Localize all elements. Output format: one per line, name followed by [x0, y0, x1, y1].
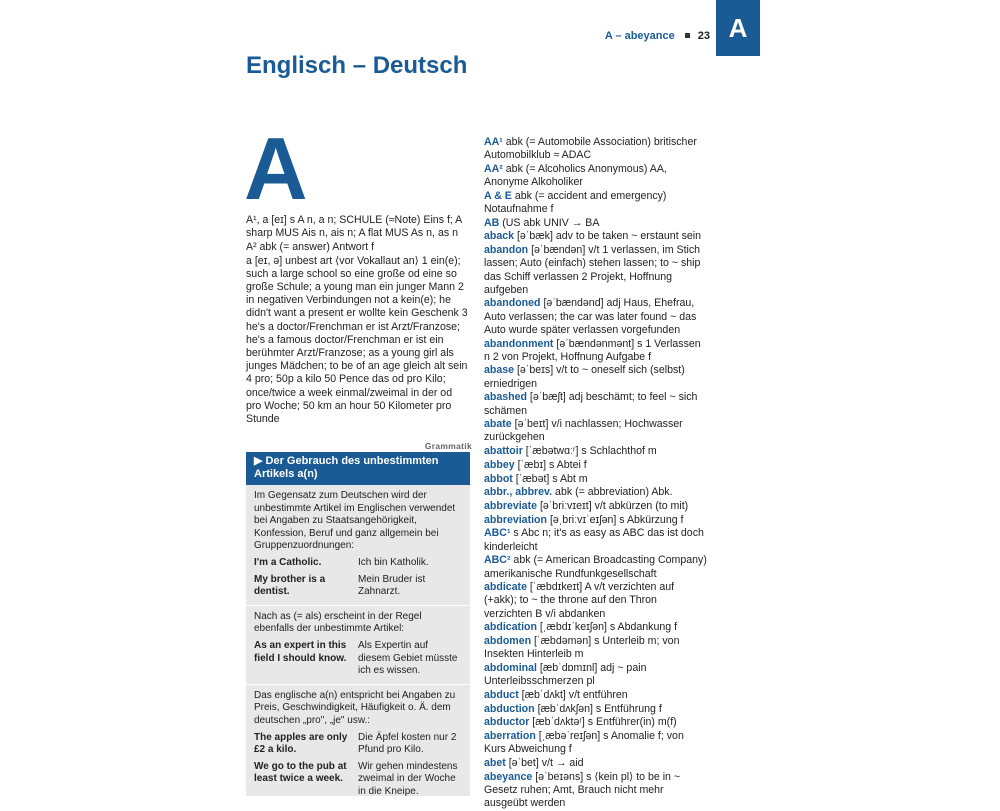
grammar-box — [246, 452, 470, 796]
dictionary-entry — [484, 364, 708, 390]
example-german: Die Äpfel kosten nur 2 Pfund pro Kilo. — [358, 731, 457, 756]
entry-headword: abdomen — [484, 635, 532, 648]
entry-headword: abdication — [484, 621, 537, 634]
entry-definition: [əˈbændənmənt] s 1 Verlassen n 2 von Projekt, Hoffnung Aufgabe f — [484, 337, 701, 363]
dictionary-entry — [484, 621, 708, 634]
dictionary-entry — [484, 771, 708, 811]
entry-headword: abandoned — [484, 297, 541, 310]
entry-headword: abate — [484, 418, 512, 431]
entry-definition: [ˌæbdɪˈkeɪʃən] s Abdankung f — [536, 621, 678, 634]
example-english: As an expert in this field I should know. — [254, 639, 347, 664]
entry-definition: [əˈbæʃt] adj beschämt; to feel ~ sich schämen — [484, 391, 698, 417]
example-pair — [254, 574, 462, 599]
entry-headword: AA² — [484, 162, 503, 175]
entry-headword: abdicate — [484, 581, 527, 594]
entry-definition: [æbˈdʌkʃən] s Entführung f — [534, 702, 662, 715]
entry-definition: [ˈæbɪ] s Abtei f — [514, 458, 587, 471]
grammar-section — [246, 606, 470, 685]
square-bullet-icon — [685, 33, 690, 38]
entry-definition: abk (= Automobile Association) britischer Automobilklub ≈ ADAC — [484, 136, 697, 162]
entry-headword: abandon — [484, 244, 529, 257]
entry-definition: abk (= accident and emergency) Notaufnahme f — [484, 189, 667, 216]
entry-definition: abk (= American Broadcasting Company) amerikanische Rundfunkgesellschaft — [484, 554, 707, 580]
left-column — [246, 214, 470, 427]
entry-definition: [əˈbeɪəns] s ⟨kein pl⟩ to be in ~ Gesetz ruhen; Amt, Brauch nicht mehr ausgeübt werden — [484, 770, 681, 809]
dictionary-entry — [484, 244, 708, 297]
example-german: Mein Bruder ist Zahnarzt. — [358, 573, 426, 598]
entry-headword: aberration — [484, 729, 536, 742]
dictionary-entry — [484, 689, 708, 702]
entry-range: A – abeyance — [604, 30, 675, 42]
dictionary-entry — [484, 581, 708, 621]
entry-definition: [æbˈdʌktəʳ] s Entführer(in) m(f) — [529, 716, 677, 729]
entry-definition: s Abc n; it's as easy as ABC das ist doch kinderleicht — [484, 527, 704, 553]
grammar-section — [246, 685, 470, 805]
entry-definition: abk (= abbreviation) Abk. — [552, 486, 673, 499]
entry-headword: abduction — [484, 702, 535, 715]
entry-headword: abet — [484, 756, 506, 769]
dictionary-entry — [484, 757, 708, 770]
entry-headword: abductor — [484, 716, 530, 729]
grammar-section — [246, 485, 470, 606]
entry-definition: [əˈbændənd] adj Haus, Ehefrau, Auto verlassen; the car was later found ~ das Auto wurde später verlassen vorgefunden — [484, 297, 697, 336]
example-pair — [254, 761, 462, 799]
right-column — [484, 136, 708, 811]
entry-definition: [əˈbet] v/t → aid — [505, 756, 584, 769]
entry-definition: [əˈbriːvɪeɪt] v/t abkürzen (to mit) — [537, 499, 689, 512]
dictionary-entry — [484, 190, 708, 216]
dictionary-entry — [484, 217, 708, 230]
dictionary-entry — [484, 136, 708, 162]
grammar-text: Nach as (= als) erscheint in der Regel ebenfalls der unbestimmte Artikel: — [254, 610, 422, 635]
entry-headword: abase — [484, 364, 515, 377]
entry-definition: [ˌæbəˈreɪʃən] s Anomalie f; von Kurs Abweichung f — [484, 729, 684, 756]
dictionary-entry — [484, 716, 708, 729]
example-pair — [254, 640, 462, 678]
grammar-text: Das englische a(n) entspricht bei Angaben zu Preis, Geschwindigkeit, Häufigkeit o. Ä. dem deutschen „pro", „je" usw.: — [254, 689, 456, 726]
entry-headword: abashed — [484, 391, 527, 404]
grammar-label: Grammatik — [424, 441, 472, 451]
dictionary-entry — [484, 473, 708, 486]
dictionary-entry: A² abk (= answer) Antwort f — [246, 240, 375, 253]
dictionary-entry — [484, 527, 708, 553]
grammar-text: Im Gegensatz zum Deutschen wird der unbestimmte Artikel im Englischen verwendet bei Angaben zu Staatsangehörigkeit, Konfession, Beruf und ganz allgemein bei Gruppenzuordnungen: — [254, 490, 456, 552]
entry-headword: abbreviation — [484, 513, 547, 526]
entry-headword: abattoir — [484, 445, 523, 458]
entry-definition: [əˈbændən] v/t 1 verlassen, im Stich lassen; Auto (einfach) stehen lassen; to ~ ship das Schiff verlassen 2 Projekt, Hoffnung aufgeben — [484, 244, 701, 296]
dictionary-entry — [484, 445, 708, 458]
entry-definition: [æbˈdʌkt] v/t entführen — [518, 688, 628, 701]
dictionary-entry — [484, 391, 708, 417]
dictionary-entry — [484, 554, 708, 580]
entry-headword: AA¹ — [484, 136, 503, 148]
grammar-box-title: ▶ Der Gebrauch des unbestimmten Artikels a(n) — [246, 452, 470, 485]
dictionary-entry — [484, 338, 708, 364]
example-german: Als Expertin auf diesem Gebiet müsste ich es wissen. — [358, 639, 458, 677]
entry-definition: abk (= Alcoholics Anonymous) AA, Anonyme Alkoholiker — [484, 162, 667, 189]
entry-headword: abeyance — [484, 770, 533, 783]
dictionary-entry — [484, 703, 708, 716]
dictionary-entry: A¹, a [eɪ] s A n, a n; SCHULE (≈Note) Eins f; A sharp MUS Ais n, ais n; A flat MUS As n, as n — [246, 214, 462, 240]
entry-headword: AB — [484, 216, 500, 229]
dictionary-entry — [484, 486, 708, 499]
entry-definition: [əˈbæk] adv to be taken ~ erstaunt sein — [514, 230, 702, 243]
dictionary-entry — [484, 500, 708, 513]
dictionary-entry — [484, 514, 708, 527]
entry-headword: abbreviate — [484, 499, 537, 512]
entry-headword: abbot — [484, 472, 513, 485]
running-header — [560, 30, 710, 50]
entry-headword: abduct — [484, 688, 519, 701]
example-english: My brother is a dentist. — [254, 573, 326, 598]
example-english: The apples are only £2 a kilo. — [254, 731, 348, 756]
entry-definition: [ˈæbdɪkeɪt] A v/t verzichten auf (+akk); to ~ the throne auf den Thron verzichten B v/i abdanken — [484, 581, 675, 620]
entry-headword: abdominal — [484, 661, 537, 674]
entry-definition: [əˈbeɪs] v/t to ~ oneself sich (selbst) erniedrigen — [484, 364, 685, 390]
dictionary-entry — [484, 730, 708, 756]
thumb-index-letter: A — [728, 12, 748, 43]
example-pair — [254, 732, 462, 757]
entry-definition: [ˈæbdəmən] s Unterleib m; von Insekten Hinterleib m — [484, 635, 680, 661]
entry-definition: [əˈbeɪt] v/i nachlassen; Hochwasser zurückgehen — [484, 418, 683, 444]
entry-definition: [æbˈdɒmɪnl] adj ~ pain Unterleibsschmerzen pl — [484, 661, 647, 688]
dictionary-entry — [484, 635, 708, 661]
example-pair — [254, 557, 462, 570]
dictionary-entry: a [eɪ, ə] unbest art ⟨vor Vokallaut an⟩ 1 ein(e); such a large school so eine große od eine so große Schule; a young man ein junger Mann 2 in negativen Verbindungen not a kein(e); he didn't want a present er wollte kein Geschenk 3 he's a doctor/Frenchman er ist Arzt/Franzose; he's a famous doctor/Frenchman er ist ein berühmter Arzt/Franzose; as a young girl als junges Mädchen; to be of an age gleich alt sein 4 pro; 50p a kilo 50 Pence das od pro Kilo; once/twice a week einmal/zweimal in der od pro Woche; 50 km an hour 50 Kilometer pro Stunde — [246, 254, 468, 426]
entry-headword: abandonment — [484, 337, 554, 350]
example-german: Ich bin Katholik. — [358, 556, 429, 568]
section-title: Englisch – Deutsch — [246, 52, 468, 79]
dictionary-entry — [484, 662, 708, 688]
dictionary-entry — [484, 297, 708, 337]
dictionary-entry — [484, 163, 708, 189]
dictionary-entry — [484, 459, 708, 472]
entry-headword: A & E — [484, 189, 512, 202]
entry-definition: [əˌbriːvɪˈeɪʃən] s Abkürzung f — [547, 513, 684, 526]
example-german: Wir gehen mindestens zweimal in der Woche in die Kneipe. — [358, 760, 458, 797]
big-section-letter: A — [244, 119, 308, 218]
entry-definition: [ˈæbət] s Abt m — [512, 472, 588, 485]
entry-headword: ABC² — [484, 554, 511, 567]
entry-headword: abbey — [484, 458, 515, 471]
page-number: 23 — [697, 30, 710, 42]
entry-headword: aback — [484, 230, 515, 243]
entry-definition: [ˈæbətwɑːʳ] s Schlachthof m — [522, 445, 657, 458]
example-english: I'm a Catholic. — [254, 556, 322, 568]
thumb-index-tab — [716, 0, 760, 56]
entry-headword: ABC¹ — [484, 527, 511, 540]
entry-headword: abbr., abbrev. — [484, 486, 553, 499]
entry-definition: (US abk UNIV → BA — [499, 216, 600, 229]
example-english: We go to the pub at least twice a week. — [254, 760, 347, 785]
dictionary-entry — [484, 418, 708, 444]
dictionary-entry — [484, 230, 708, 243]
